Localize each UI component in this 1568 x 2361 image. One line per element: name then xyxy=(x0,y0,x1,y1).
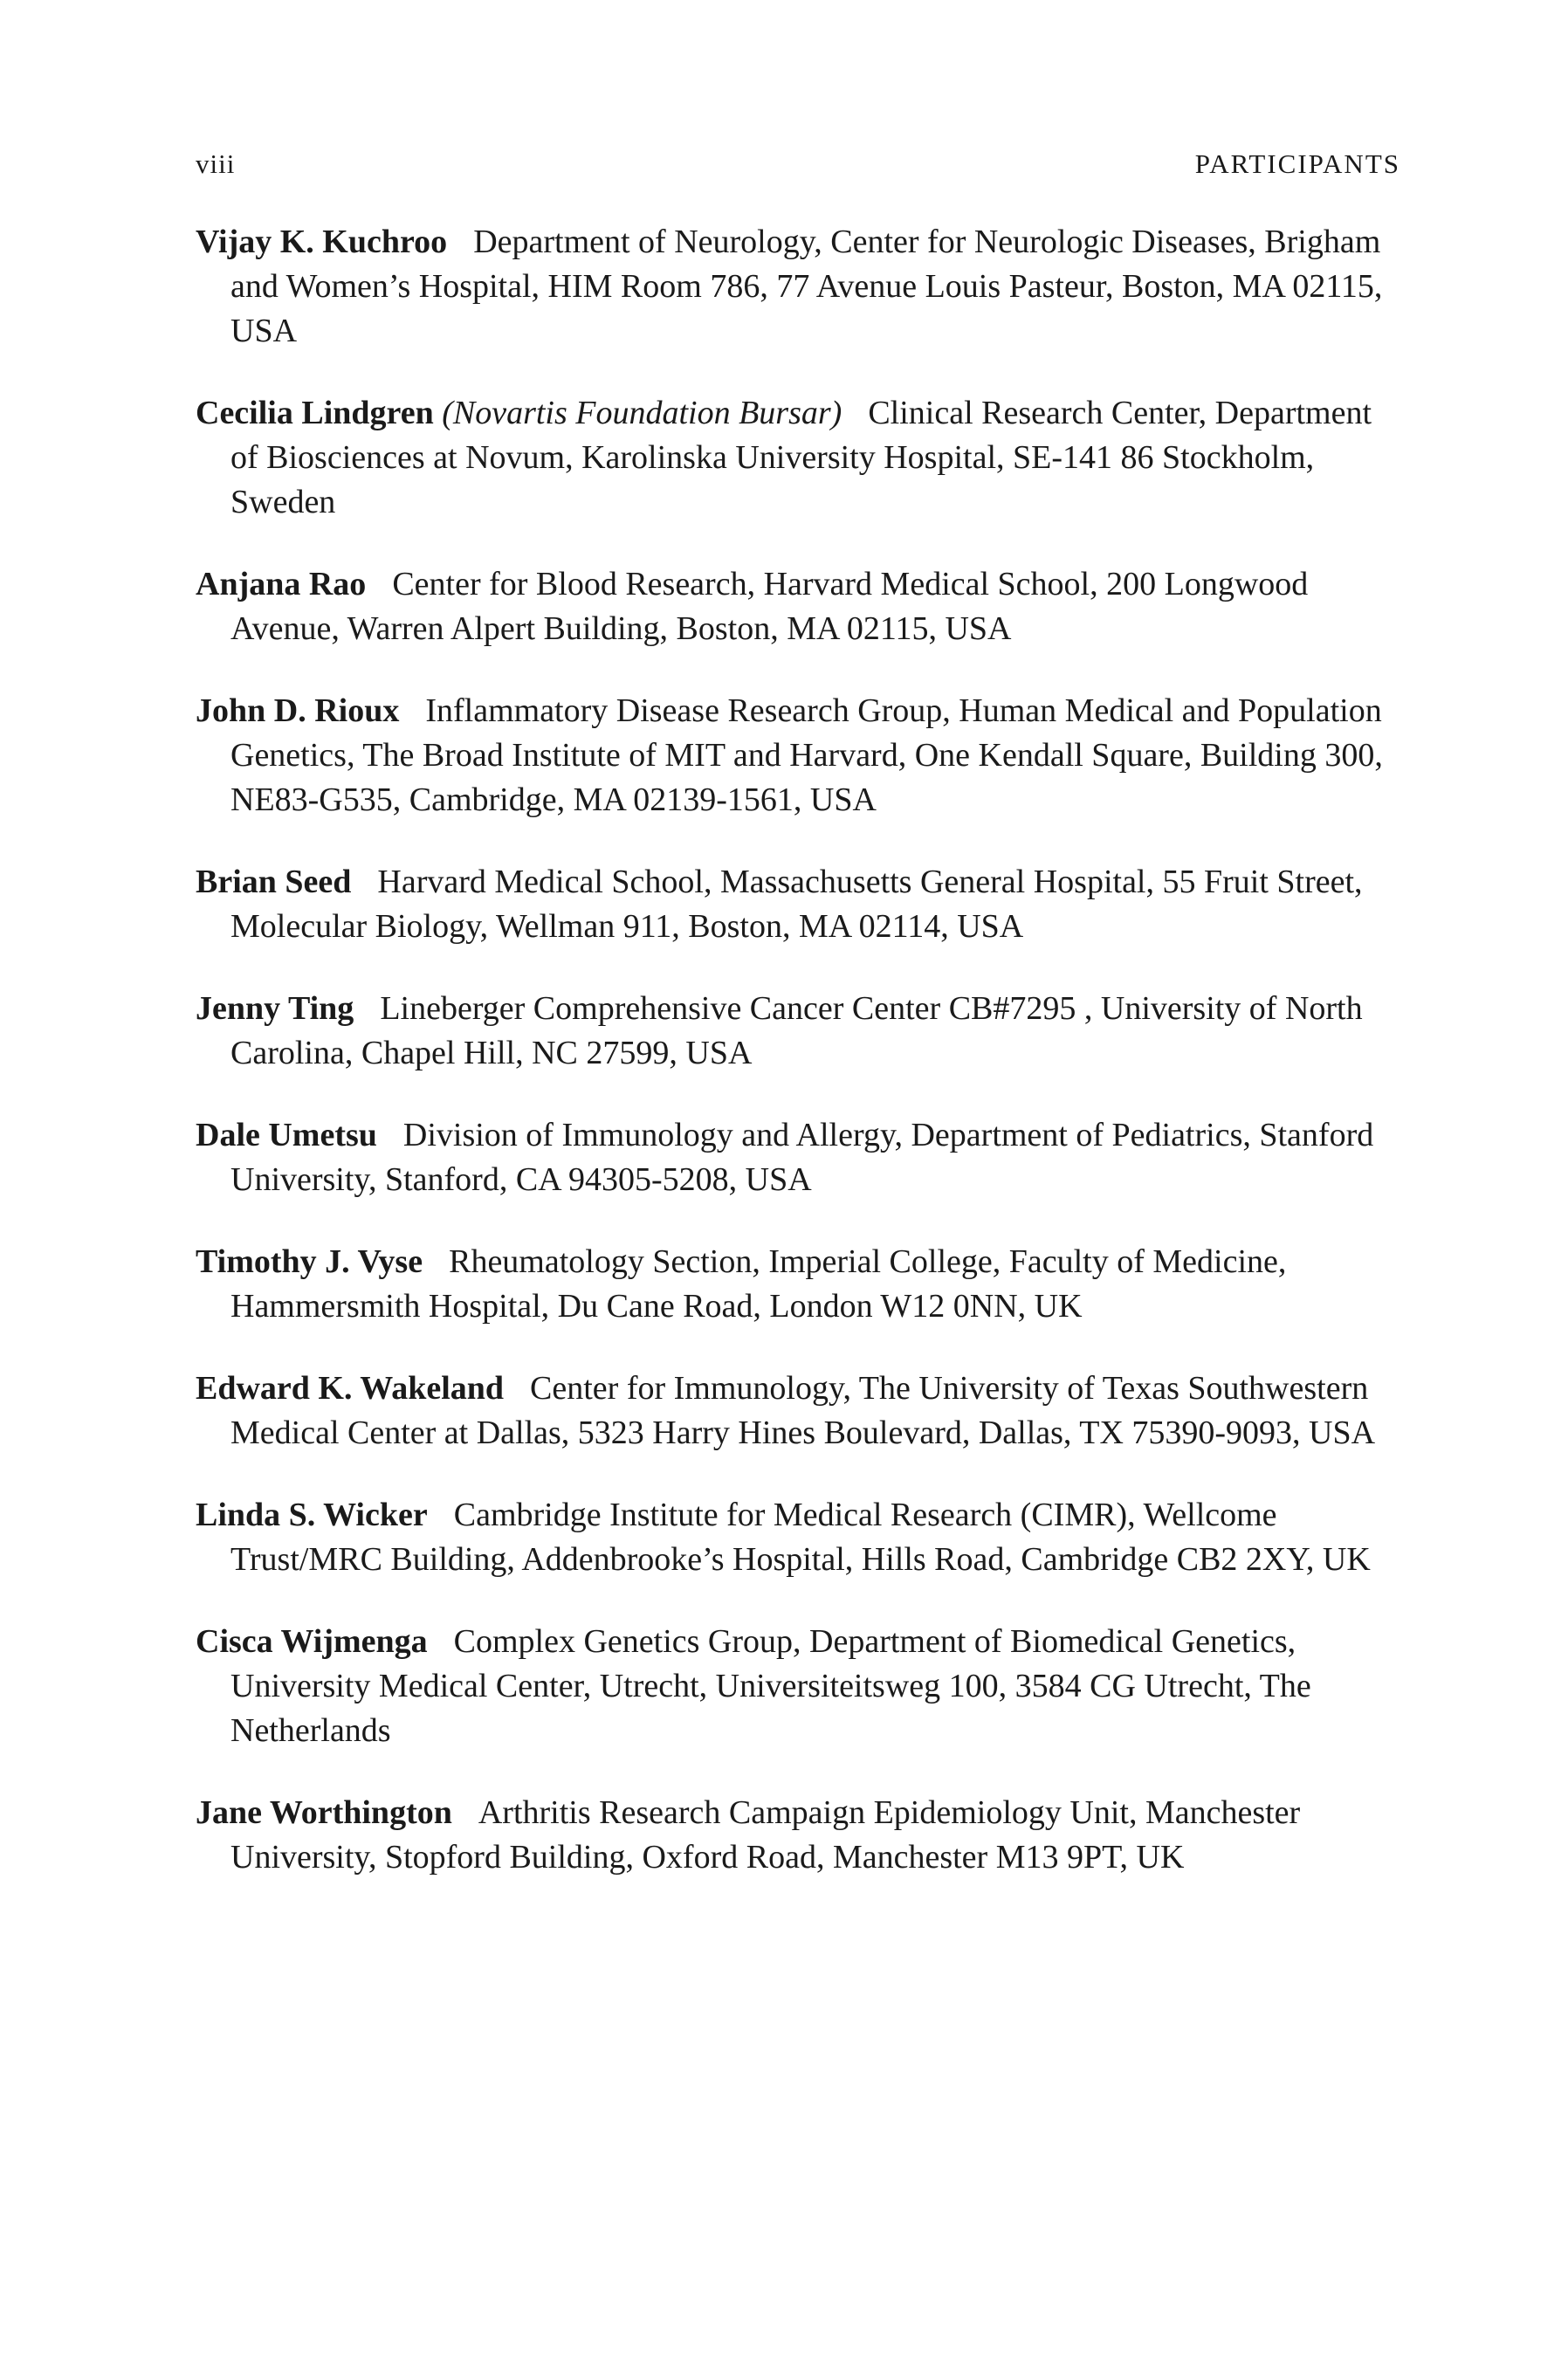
participant-entry xyxy=(196,562,1400,651)
page xyxy=(196,148,1400,1917)
participant-entry xyxy=(196,1113,1400,1202)
participant-name: Jenny Ting xyxy=(196,990,354,1027)
participant-name: Cecilia Lindgren xyxy=(196,395,434,431)
participant-entry xyxy=(196,1493,1400,1582)
participant-name: Cisca Wijmenga xyxy=(196,1623,428,1660)
participant-affiliation: Center for Blood Research, Harvard Medical School, 200 Longwood Avenue, Warren Alpert Building, Boston, MA 02115, USA xyxy=(230,566,1309,647)
participant-name: Linda S. Wicker xyxy=(196,1497,428,1533)
running-head xyxy=(196,148,1400,187)
participant-entry xyxy=(196,391,1400,525)
participant-affiliation: Division of Immunology and Allergy, Department of Pediatrics, Stanford University, Stanford, CA 94305-5208, USA xyxy=(230,1117,1374,1198)
participant-name: Timothy J. Vyse xyxy=(196,1243,423,1280)
participant-affiliation: Rheumatology Section, Imperial College, Faculty of Medicine, Hammersmith Hospital, Du Cane Road, London W12 0NN, UK xyxy=(230,1243,1287,1325)
participant-affiliation: Cambridge Institute for Medical Research (CIMR), Wellcome Trust/MRC Building, Addenbrooke’s Hospital, Hills Road, Cambridge CB2 2XY, UK xyxy=(230,1497,1371,1578)
participant-name: Edward K. Wakeland xyxy=(196,1370,505,1407)
participant-affiliation: Lineberger Comprehensive Cancer Center CB#7295 , University of North Carolina, Chapel Hill, NC 27599, USA xyxy=(230,990,1363,1071)
participant-affiliation: Arthritis Research Campaign Epidemiology Unit, Manchester University, Stopford Building, Oxford Road, Manchester M13 9PT, UK xyxy=(230,1794,1301,1876)
participant-list xyxy=(196,220,1400,1880)
participant-name: Vijay K. Kuchroo xyxy=(196,224,448,260)
participant-entry xyxy=(196,689,1400,823)
participant-entry xyxy=(196,1240,1400,1329)
participant-entry xyxy=(196,220,1400,354)
participant-name: Anjana Rao xyxy=(196,566,367,602)
section-title: PARTICIPANTS xyxy=(1194,148,1400,179)
participant-affiliation: Department of Neurology, Center for Neurologic Diseases, Brigham and Women’s Hospital, HIM Room 786, 77 Avenue Louis Pasteur, Boston, MA 02115, USA xyxy=(230,224,1383,349)
participant-name: Jane Worthington xyxy=(196,1794,452,1831)
participant-affiliation: Clinical Research Center, Department of Biosciences at Novum, Karolinska University Hospital, SE-141 86 Stockholm, Sweden xyxy=(230,395,1372,520)
participant-note: (Novartis Foundation Bursar) xyxy=(442,395,842,431)
participant-name: Dale Umetsu xyxy=(196,1117,377,1153)
participant-affiliation: Center for Immunology, The University of Texas Southwestern Medical Center at Dallas, 5323 Harry Hines Boulevard, Dallas, TX 75390-9093, USA xyxy=(230,1370,1376,1451)
participant-entry xyxy=(196,860,1400,949)
participant-affiliation: Complex Genetics Group, Department of Biomedical Genetics, University Medical Center, Utrecht, Universiteitsweg 100, 3584 CG Utrecht, The Netherlands xyxy=(230,1623,1311,1749)
participant-entry xyxy=(196,1366,1400,1456)
participant-affiliation: Inflammatory Disease Research Group, Human Medical and Population Genetics, The Broad Institute of MIT and Harvard, One Kendall Square, Building 300, NE83-G535, Cambridge, MA 02139-1561, USA xyxy=(230,692,1383,818)
participant-entry xyxy=(196,1620,1400,1753)
participant-name: John D. Rioux xyxy=(196,692,400,729)
page-number: viii xyxy=(196,148,236,179)
participant-affiliation: Harvard Medical School, Massachusetts General Hospital, 55 Fruit Street, Molecular Biology, Wellman 911, Boston, MA 02114, USA xyxy=(230,864,1363,945)
participant-entry xyxy=(196,987,1400,1076)
participant-name: Brian Seed xyxy=(196,864,352,900)
participant-entry xyxy=(196,1791,1400,1880)
